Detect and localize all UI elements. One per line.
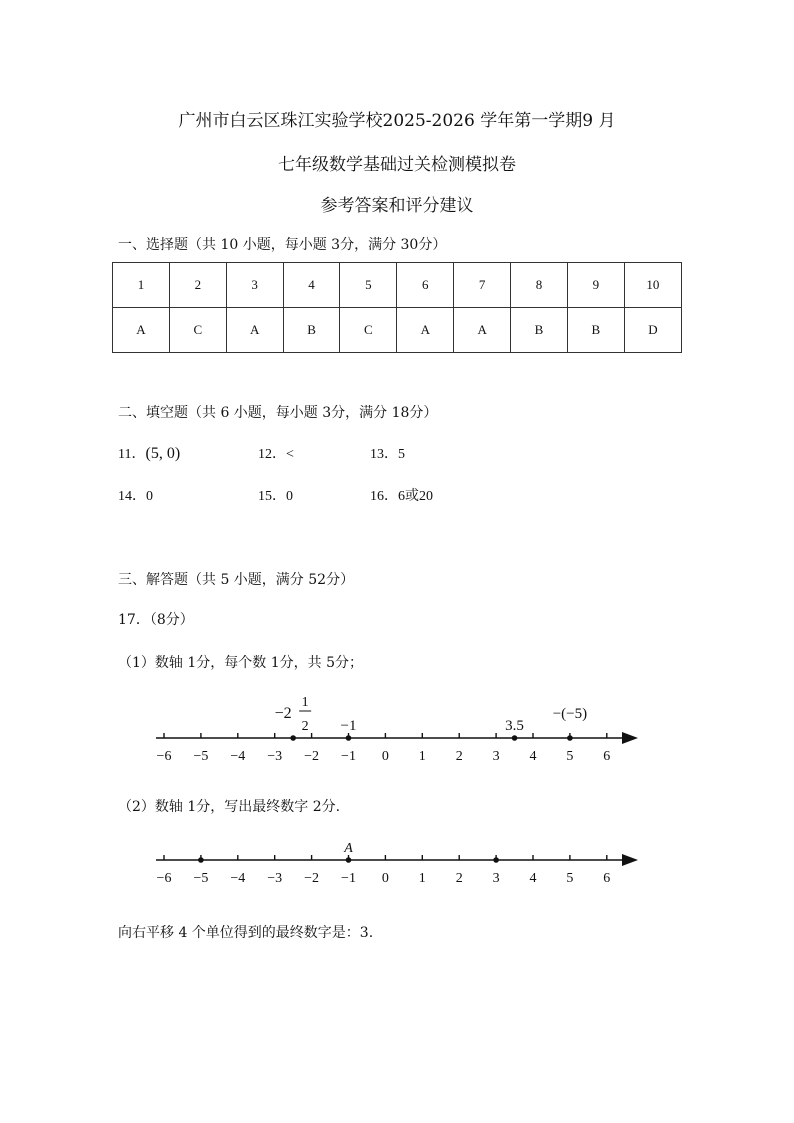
axis-tick-label: 2 [455,871,463,886]
conclusion-text: 向右平移 4 个单位得到的最终数字是：3. [118,925,374,941]
point-label: −(−5) [552,706,588,722]
section1-heading: 一、选择题（共 10 小题，每小题 3分，满分 30分） [118,237,447,253]
axis-tick-label: −3 [267,749,283,764]
point-label-fraction-denominator: 2 [301,719,309,734]
number-line-2 [140,832,650,894]
fill-item-number: 15． [258,489,286,504]
number-point [512,735,518,741]
arrow-head [622,854,638,866]
answer-cell: B [567,308,624,353]
doc-title-line3: 参考答案和评分建议 [320,196,474,216]
axis-tick-label: 4 [529,871,537,886]
answer-cell: A [226,308,283,353]
question-number: 5 [340,263,397,308]
axis-tick-label: 3 [492,871,500,886]
axis-tick-label: 3 [492,749,500,764]
fill-item-number: 12． [258,447,286,462]
question-number: 7 [454,263,511,308]
answer-cell: C [169,308,226,353]
axis-tick-label: −4 [230,749,246,764]
number-point [346,735,352,741]
question-number: 8 [511,263,568,308]
fill-item-number: 11． [118,447,146,462]
doc-title-line1: 广州市白云区珠江实验学校2025-2026 学年第一学期9 月 [178,111,616,131]
axis-tick-label: −3 [267,871,283,886]
fill-item-number: 16． [370,489,398,504]
point-label: 3.5 [505,718,524,734]
point-label: A [344,841,353,856]
section2-heading: 二、填空题（共 6 小题，每小题 3分，满分 18分） [118,405,438,421]
fill-item-answer: 5 [398,447,405,462]
axis-tick-label: 0 [381,871,389,886]
answer-cell: B [511,308,568,353]
axis-tick-label: 4 [529,749,537,764]
fill-item-number: 14． [118,489,146,504]
number-line-1 [140,688,650,772]
axis-tick-label: 5 [566,871,574,886]
fill-item-12 [258,443,294,463]
question-17-part2: （2）数轴 1分，写出最终数字 2分. [118,799,341,815]
question-17-part1: （1）数轴 1分，每个数 1分，共 5分； [118,655,363,671]
question-number: 6 [397,263,454,308]
axis-tick-label: −1 [341,871,356,886]
axis-tick-label: −5 [193,749,209,764]
fill-item-14 [118,485,153,505]
axis-tick-label: −6 [156,749,172,764]
question-number: 4 [283,263,340,308]
fill-item-answer: < [286,447,294,462]
fill-item-answer: 6或20 [398,489,433,504]
fill-item-number: 13． [370,447,398,462]
axis-tick-label: 6 [603,749,611,764]
axis-tick-label: 2 [455,749,463,764]
axis-tick-label: 1 [418,871,426,886]
answer-table-answer-row [113,308,682,353]
question-number: 3 [226,263,283,308]
doc-title-line2: 七年级数学基础过关检测模拟卷 [278,155,516,175]
answer-cell: B [283,308,340,353]
axis-tick-label: 6 [603,871,611,886]
fill-item-15 [258,485,293,505]
axis-tick-label: 0 [381,749,389,764]
axis-tick-label: 1 [418,749,426,764]
fill-item-13 [370,443,405,463]
question-number: 2 [169,263,226,308]
arrow-head [622,732,638,744]
answer-cell: A [454,308,511,353]
axis-tick-label: −1 [341,749,356,764]
point-label: −1 [340,718,357,734]
point-label-fraction-numerator: 1 [301,695,309,710]
fill-item-16 [370,485,433,505]
section3-heading: 三、解答题（共 5 小题，满分 52分） [118,572,355,588]
number-point [493,857,499,863]
axis-tick-label: −2 [304,871,320,886]
answer-table [112,262,682,353]
answer-table-number-row [113,263,682,308]
question-17-label: 17．（8分） [118,612,194,628]
question-number: 1 [113,263,170,308]
number-point [346,857,352,863]
fill-item-11 [118,443,180,463]
axis-tick-label: −2 [304,749,320,764]
answer-cell: C [340,308,397,353]
axis-tick-label: 5 [566,749,574,764]
answer-cell: D [624,308,681,353]
number-point [567,735,573,741]
axis-tick-label: −4 [230,871,246,886]
axis-tick-label: −5 [193,871,209,886]
answer-cell: A [113,308,170,353]
point-label: −2 [274,705,292,722]
fill-item-answer: 0 [286,489,293,504]
fill-item-answer: (5, 0) [145,445,181,462]
number-point [198,857,204,863]
number-point [290,735,296,741]
axis-tick-label: −6 [156,871,172,886]
answer-cell: A [397,308,454,353]
question-number: 10 [624,263,681,308]
fill-item-answer: 0 [146,489,153,504]
question-number: 9 [567,263,624,308]
